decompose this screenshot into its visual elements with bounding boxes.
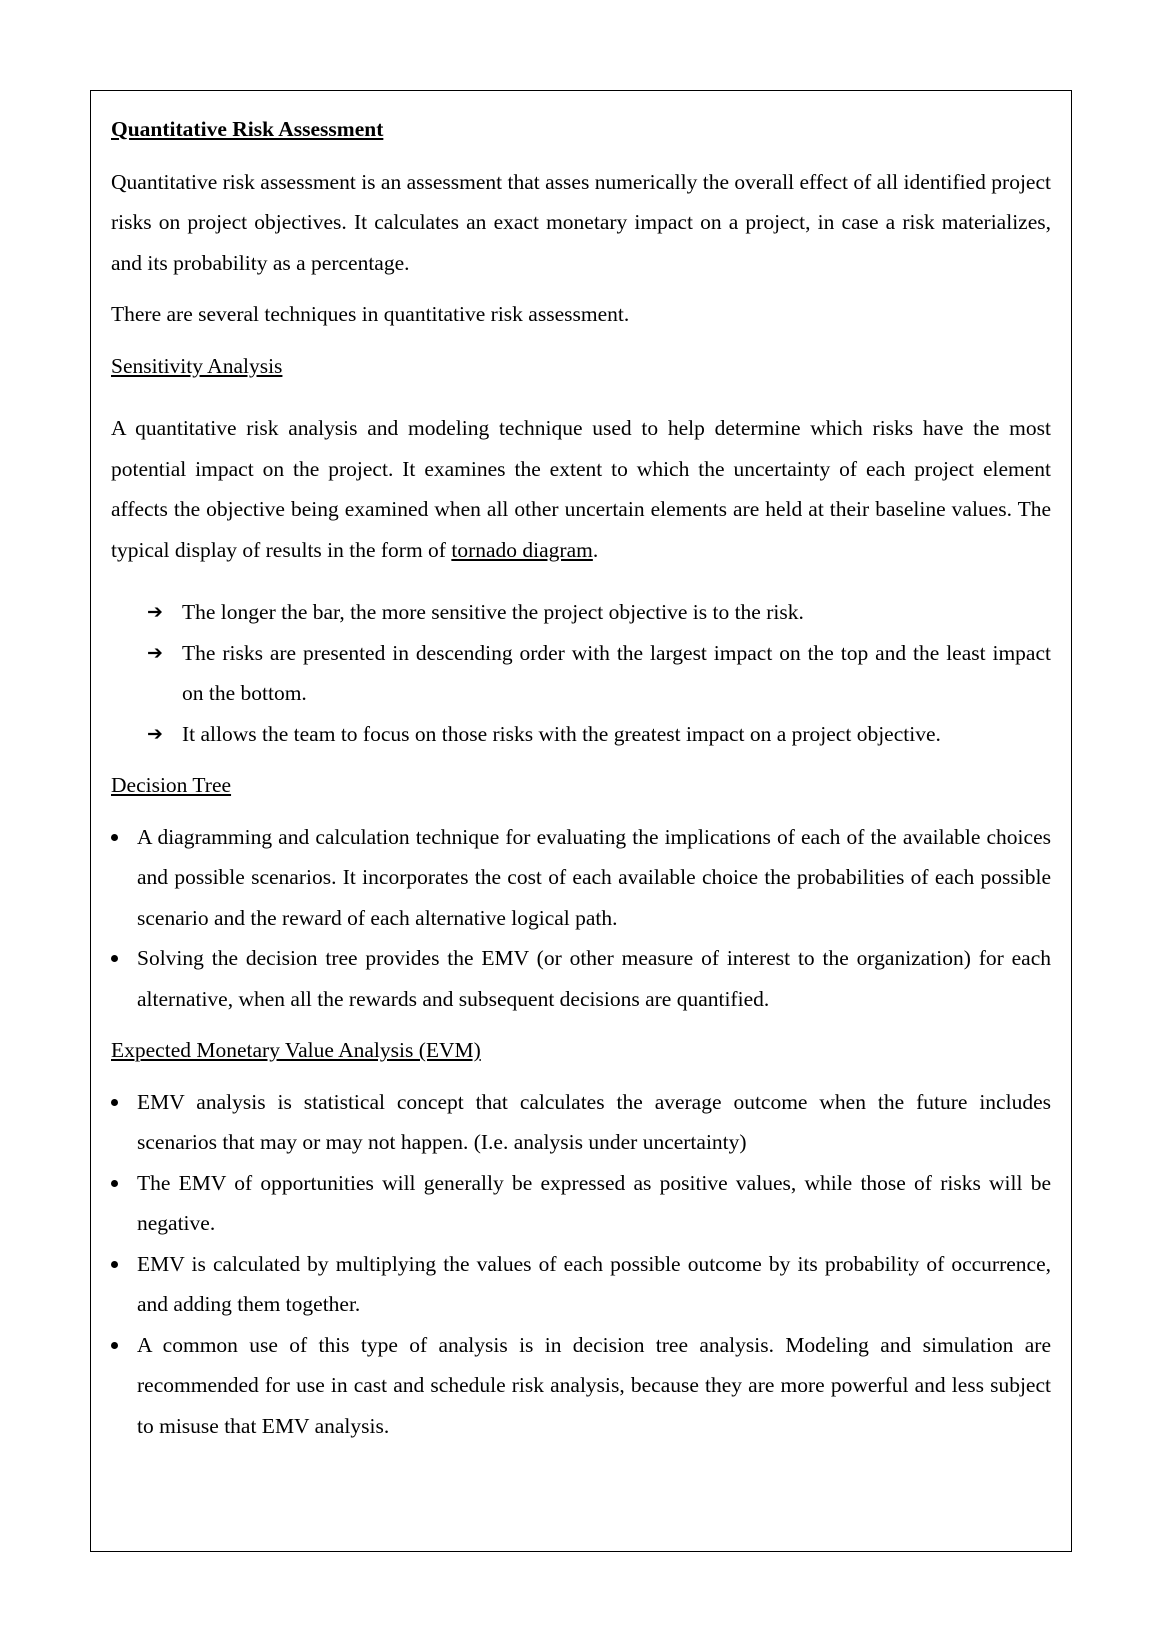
list-item: A common use of this type of analysis is in decision tree analysis. Modeling and simulation are recommended for use in cast and schedule risk analysis, because they are more powerful and less subject to misuse that EMV analysis. bbox=[111, 1325, 1051, 1447]
intro-techniques: There are several techniques in quantitative risk assessment. bbox=[111, 302, 630, 326]
list-item: A diagramming and calculation technique for evaluating the implications of each of the available choices and possible scenarios. It incorporates the cost of each available choice the probabilities of each possible scenario and the reward of each alternative logical path. bbox=[111, 817, 1051, 939]
emv-heading: Expected Monetary Value Analysis (EVM) bbox=[111, 1038, 481, 1062]
list-item: The EMV of opportunities will generally be expressed as positive values, while those of risks will be negative. bbox=[111, 1163, 1051, 1244]
sensitivity-paragraph bbox=[111, 408, 1051, 570]
list-item: ➔ It allows the team to focus on those risks with the greatest impact on a project objective. bbox=[147, 714, 1051, 755]
arrow-right-icon: ➔ bbox=[147, 601, 163, 623]
sensitivity-points bbox=[147, 592, 1051, 754]
bullet-icon bbox=[111, 955, 118, 962]
bullet-icon bbox=[111, 834, 118, 841]
intro-paragraph: Quantitative risk assessment is an assessment that asses numerically the overall effect of all identified project risks on project objectives. It calculates an exact monetary impact on a project, in case a risk materializes, and its probability as a percentage. bbox=[111, 169, 1051, 275]
tornado-diagram-link[interactable]: tornado diagram bbox=[451, 537, 593, 562]
emv-points bbox=[111, 1082, 1051, 1447]
list-item: EMV analysis is statistical concept that calculates the average outcome when the future includes scenarios that may or may not happen. (I.e. analysis under uncertainty) bbox=[111, 1082, 1051, 1163]
list-item: ➔ The longer the bar, the more sensitive the project objective is to the risk. bbox=[147, 592, 1051, 633]
sensitivity-heading: Sensitivity Analysis bbox=[111, 353, 283, 378]
sensitivity-text: A quantitative risk analysis and modeling technique used to help determine which risks have the most potential impact on the project. It examines the extent to which the uncertainty of each project element affects the objective being examined when all other uncertain elements are held at their baseline values. The typical display of results in the form of bbox=[111, 416, 1051, 562]
bullet-icon bbox=[111, 1342, 118, 1349]
list-item: EMV is calculated by multiplying the values of each possible outcome by its probability of occurrence, and adding them together. bbox=[111, 1244, 1051, 1325]
document-frame bbox=[90, 90, 1072, 1552]
bullet-icon bbox=[111, 1261, 118, 1268]
sensitivity-end: . bbox=[592, 537, 599, 562]
document-content bbox=[111, 109, 1051, 1457]
decision-tree-points bbox=[111, 817, 1051, 1020]
list-item: ➔ The risks are presented in descending order with the largest impact on the top and the least impact on the bottom. bbox=[147, 633, 1051, 714]
arrow-right-icon: ➔ bbox=[147, 641, 163, 664]
list-item: Solving the decision tree provides the EMV (or other measure of interest to the organization) for each alternative, when all the rewards and subsequent decisions are quantified. bbox=[111, 938, 1051, 1019]
decision-tree-heading: Decision Tree bbox=[111, 773, 232, 797]
bullet-icon bbox=[111, 1180, 118, 1187]
document-title: Quantitative Risk Assessment bbox=[111, 117, 384, 141]
arrow-right-icon: ➔ bbox=[147, 722, 163, 745]
bullet-icon bbox=[111, 1099, 118, 1106]
